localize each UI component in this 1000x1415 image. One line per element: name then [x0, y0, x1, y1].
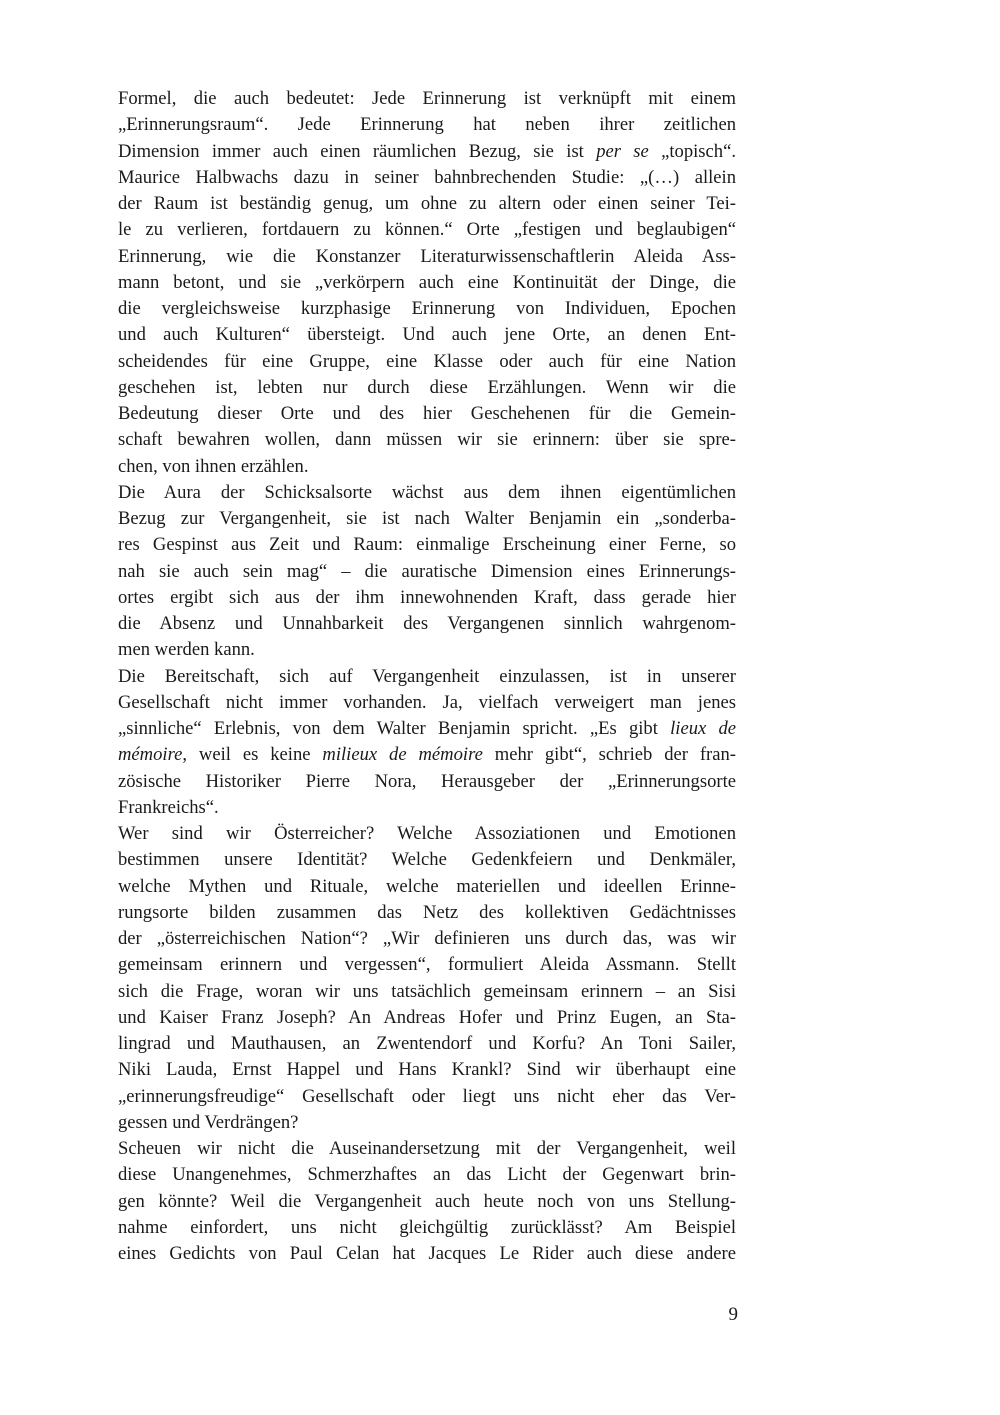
text-line — [118, 532, 736, 558]
text-line — [118, 1005, 736, 1031]
text-line — [118, 1241, 736, 1267]
text-run: und auch Kulturen“ übersteigt. Und auch jene Orte, an denen Ent- — [118, 324, 736, 346]
text-line — [118, 742, 736, 768]
italic-text: milieux de mémoire — [322, 744, 483, 766]
paragraph — [118, 86, 736, 480]
text-line — [118, 1189, 736, 1215]
paragraph — [118, 480, 736, 664]
text-run: Bedeutung dieser Orte und des hier Geschehenen für die Gemein- — [118, 403, 736, 424]
text-line — [118, 112, 736, 138]
text-run: Niki Lauda, Ernst Happel und Hans Krankl? Sind wir überhaupt eine — [118, 1059, 736, 1081]
text-run: die vergleichsweise kurzphasige Erinnerung von Individuen, Epochen — [118, 298, 736, 319]
text-run: Dimension immer auch einen räumlichen Bezug, sie ist — [118, 140, 597, 162]
text-line — [118, 506, 736, 532]
text-run: res Gespinst aus Zeit und Raum: einmalige Erscheinung einer Ferne, so — [118, 534, 736, 556]
text-line — [118, 847, 736, 873]
text-run: die Absenz und Unnahbarkeit des Vergangenen sinnlich wahrgenom- — [118, 613, 736, 634]
text-run: „erinnerungsfreudige“ Gesellschaft oder liegt uns nicht eher das Ver- — [118, 1085, 736, 1107]
text-run: rungsorte bilden zusammen das Netz des kollektiven Gedächtnisses — [118, 901, 736, 923]
text-line — [118, 952, 736, 978]
text-line — [118, 86, 736, 112]
text-line — [118, 716, 736, 742]
text-run: Gesellschaft nicht immer vorhanden. Ja, vielfach verweigert man jenes — [118, 691, 736, 713]
text-run: gessen und Verdrängen? — [118, 1111, 299, 1133]
text-run: scheidendes für eine Gruppe, eine Klasse oder auch für eine Nation — [118, 350, 736, 372]
text-run: zösische Historiker Pierre Nora, Herausgeber der „Erinnerungsorte — [118, 770, 736, 792]
book-page-body — [118, 86, 736, 1267]
italic-text: per se — [596, 140, 649, 162]
text-run: diese Unangenehmes, Schmerzhaftes an das Licht der Gegenwart brin- — [118, 1164, 736, 1186]
text-run: „topisch“. — [648, 140, 736, 162]
text-line — [118, 244, 736, 270]
text-line — [118, 874, 736, 900]
text-line — [118, 664, 736, 690]
text-run: Maurice Halbwachs dazu in seiner bahnbrechenden Studie: „(…) allein — [118, 166, 736, 188]
text-line — [118, 480, 736, 506]
text-line — [118, 979, 736, 1005]
text-run: geschehen ist, lebten nur durch diese Erzählungen. Wenn wir die — [118, 376, 736, 398]
text-run: mann betont, und sie „verkörpern auch eine Kontinuität der Dinge, die — [118, 271, 736, 293]
text-line — [118, 1136, 736, 1162]
text-run: chen, von ihnen erzählen. — [118, 455, 309, 477]
text-line — [118, 296, 736, 322]
text-line — [118, 1162, 736, 1188]
text-line — [118, 375, 736, 401]
text-run: nahme einfordert, uns nicht gleichgültig zurücklässt? Am Beispiel — [118, 1216, 736, 1238]
paragraph — [118, 821, 736, 1136]
text-line — [118, 165, 736, 191]
text-line — [118, 795, 736, 821]
text-run: bestimmen unsere Identität? Welche Gedenkfeiern und Denkmäler, — [118, 849, 736, 871]
text-run: der „österreichischen Nation“? „Wir definieren uns durch das, was wir — [118, 928, 736, 949]
text-line — [118, 139, 736, 165]
text-run: Die Bereitschaft, sich auf Vergangenheit einzulassen, ist in unserer — [118, 665, 736, 687]
text-line — [118, 769, 736, 795]
text-line — [118, 926, 736, 952]
text-line — [118, 1084, 736, 1110]
text-line — [118, 611, 736, 637]
italic-text: lieux de — [670, 718, 737, 739]
text-run: ortes ergibt sich aus der ihm innewohnenden Kraft, dass gerade hier — [118, 586, 736, 608]
text-run: welche Mythen und Rituale, welche materiellen und ideellen Erinne- — [118, 875, 736, 897]
text-line — [118, 454, 736, 480]
text-run: , weil es keine — [182, 744, 323, 766]
text-line — [118, 217, 736, 243]
text-run: der Raum ist beständig genug, um ohne zu altern oder einen seiner Tei- — [118, 193, 736, 214]
italic-text: mémoire — [118, 744, 183, 766]
text-line — [118, 821, 736, 847]
text-run: eines Gedichts von Paul Celan hat Jacques Le Rider auch diese andere — [118, 1243, 736, 1264]
text-run: „Erinnerungsraum“. Jede Erinnerung hat neben ihrer zeitlichen — [118, 114, 736, 136]
text-run: Frankreichs“. — [118, 796, 219, 818]
text-run: mehr gibt“, schrieb der fran- — [482, 744, 736, 766]
text-run: sich die Frage, woran wir uns tatsächlich gemeinsam erinnern – an Sisi — [118, 980, 736, 1002]
text-line — [118, 401, 736, 427]
paragraph — [118, 1136, 736, 1267]
text-run: lingrad und Mauthausen, an Zwentendorf und Korfu? An Toni Sailer, — [118, 1033, 736, 1054]
text-line — [118, 270, 736, 296]
text-run: gen könnte? Weil die Vergangenheit auch heute noch von uns Stellung- — [118, 1190, 736, 1212]
text-line — [118, 637, 736, 663]
text-run: gemeinsam erinnern und vergessen“, formuliert Aleida Assmann. Stellt — [118, 954, 736, 976]
text-run: „sinnliche“ Erlebnis, von dem Walter Benjamin spricht. „Es gibt — [118, 718, 671, 739]
text-line — [118, 559, 736, 585]
text-line — [118, 900, 736, 926]
text-line — [118, 585, 736, 611]
text-line — [118, 1057, 736, 1083]
text-line — [118, 1110, 736, 1136]
text-run: Scheuen wir nicht die Auseinandersetzung mit der Vergangenheit, weil — [118, 1138, 736, 1159]
text-run: Die Aura der Schicksalsorte wächst aus dem ihnen eigentümlichen — [118, 481, 736, 503]
text-run: le zu verlieren, fortdauern zu können.“ Orte „festigen und beglaubigen“ — [118, 219, 736, 241]
text-line — [118, 1031, 736, 1057]
text-line — [118, 690, 736, 716]
text-run: nah sie auch sein mag“ – die auratische Dimension eines Erinnerungs- — [118, 560, 736, 582]
text-line — [118, 191, 736, 217]
paragraph — [118, 664, 736, 822]
text-line — [118, 427, 736, 453]
text-run: Bezug zur Vergangenheit, sie ist nach Walter Benjamin ein „sonderba- — [118, 508, 736, 529]
text-line — [118, 349, 736, 375]
text-run: men werden kann. — [118, 639, 255, 661]
text-line — [118, 1215, 736, 1241]
text-run: und Kaiser Franz Joseph? An Andreas Hofer und Prinz Eugen, an Sta- — [118, 1006, 736, 1028]
text-line — [118, 322, 736, 348]
text-run: Wer sind wir Österreicher? Welche Assoziationen und Emotionen — [118, 823, 736, 844]
page-number: 9 — [728, 1304, 738, 1325]
text-run: Erinnerung, wie die Konstanzer Literaturwissenschaftlerin Aleida Ass- — [118, 245, 736, 267]
text-run: schaft bewahren wollen, dann müssen wir sie erinnern: über sie spre- — [118, 429, 736, 451]
text-run: Formel, die auch bedeutet: Jede Erinnerung ist verknüpft mit einem — [118, 88, 736, 109]
